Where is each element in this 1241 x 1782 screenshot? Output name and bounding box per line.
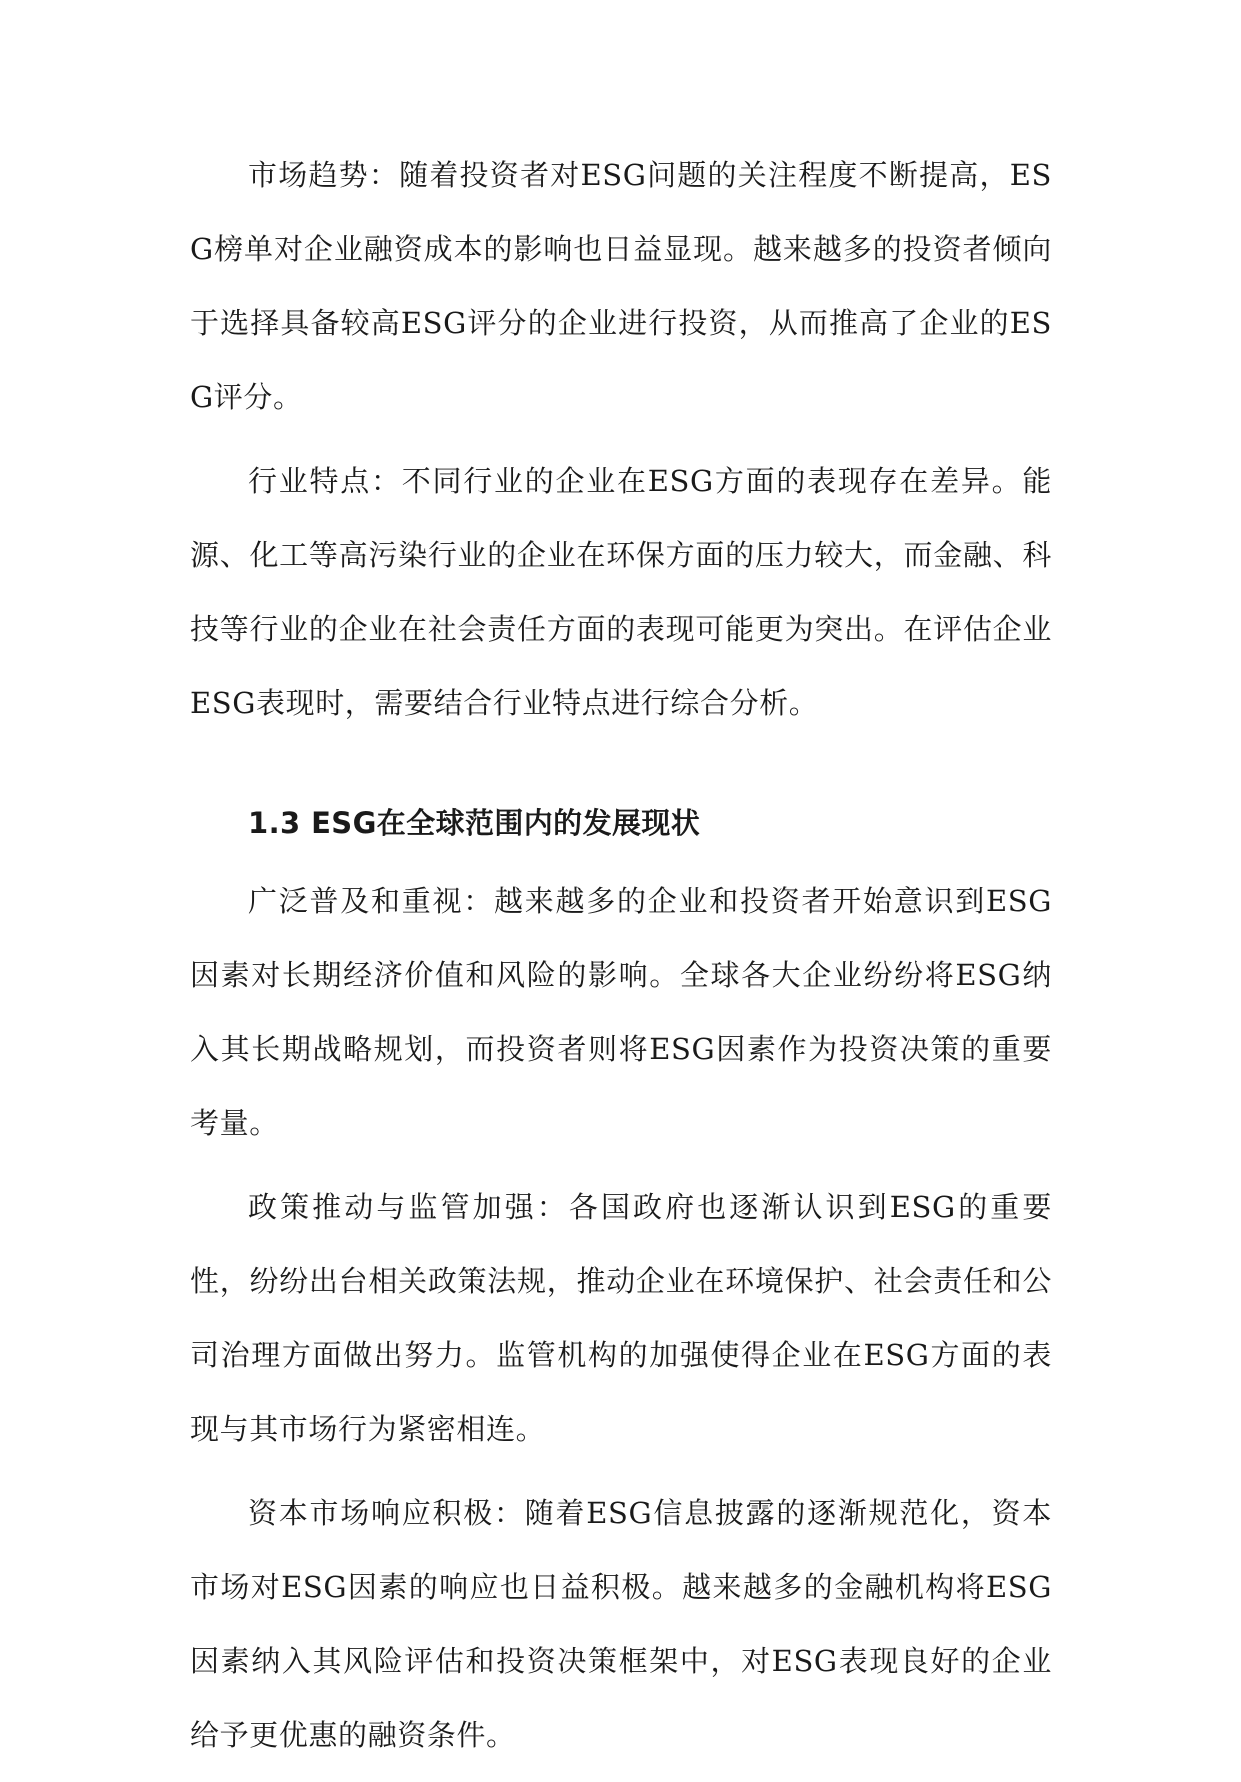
paragraph-industry-features: 行业特点：不同行业的企业在ESG方面的表现存在差异。能源、化工等高污染行业的企业在环保方面的压力较大，而金融、科技等行业的企业在社会责任方面的表现可能更为突出。在评估企业ESG表现时，需要结合行业特点进行综合分析。 [190, 464, 1052, 720]
paragraph-market-trend: 市场趋势：随着投资者对ESG问题的关注程度不断提高，ESG榜单对企业融资成本的影响也日益显现。越来越多的投资者倾向于选择具备较高ESG评分的企业进行投资，从而推高了企业的ESG评分。 [190, 158, 1052, 414]
paragraph-widespread-adoption: 广泛普及和重视：越来越多的企业和投资者开始意识到ESG因素对长期经济价值和风险的影响。全球各大企业纷纷将ESG纳入其长期战略规划，而投资者则将ESG因素作为投资决策的重要考量。 [190, 884, 1052, 1140]
document-page [190, 138, 1052, 1782]
paragraph-capital-market: 资本市场响应积极：随着ESG信息披露的逐渐规范化，资本市场对ESG因素的响应也日益积极。越来越多的金融机构将ESG因素纳入其风险评估和投资决策框架中，对ESG表现良好的企业给予更优惠的融资条件。 [190, 1496, 1052, 1752]
section-heading: 1.3 ESG在全球范围内的发展现状 [248, 806, 701, 840]
paragraph-policy-regulation: 政策推动与监管加强：各国政府也逐渐认识到ESG的重要性，纷纷出台相关政策法规，推动企业在环境保护、社会责任和公司治理方面做出努力。监管机构的加强使得企业在ESG方面的表现与其市场行为紧密相连。 [190, 1190, 1052, 1446]
